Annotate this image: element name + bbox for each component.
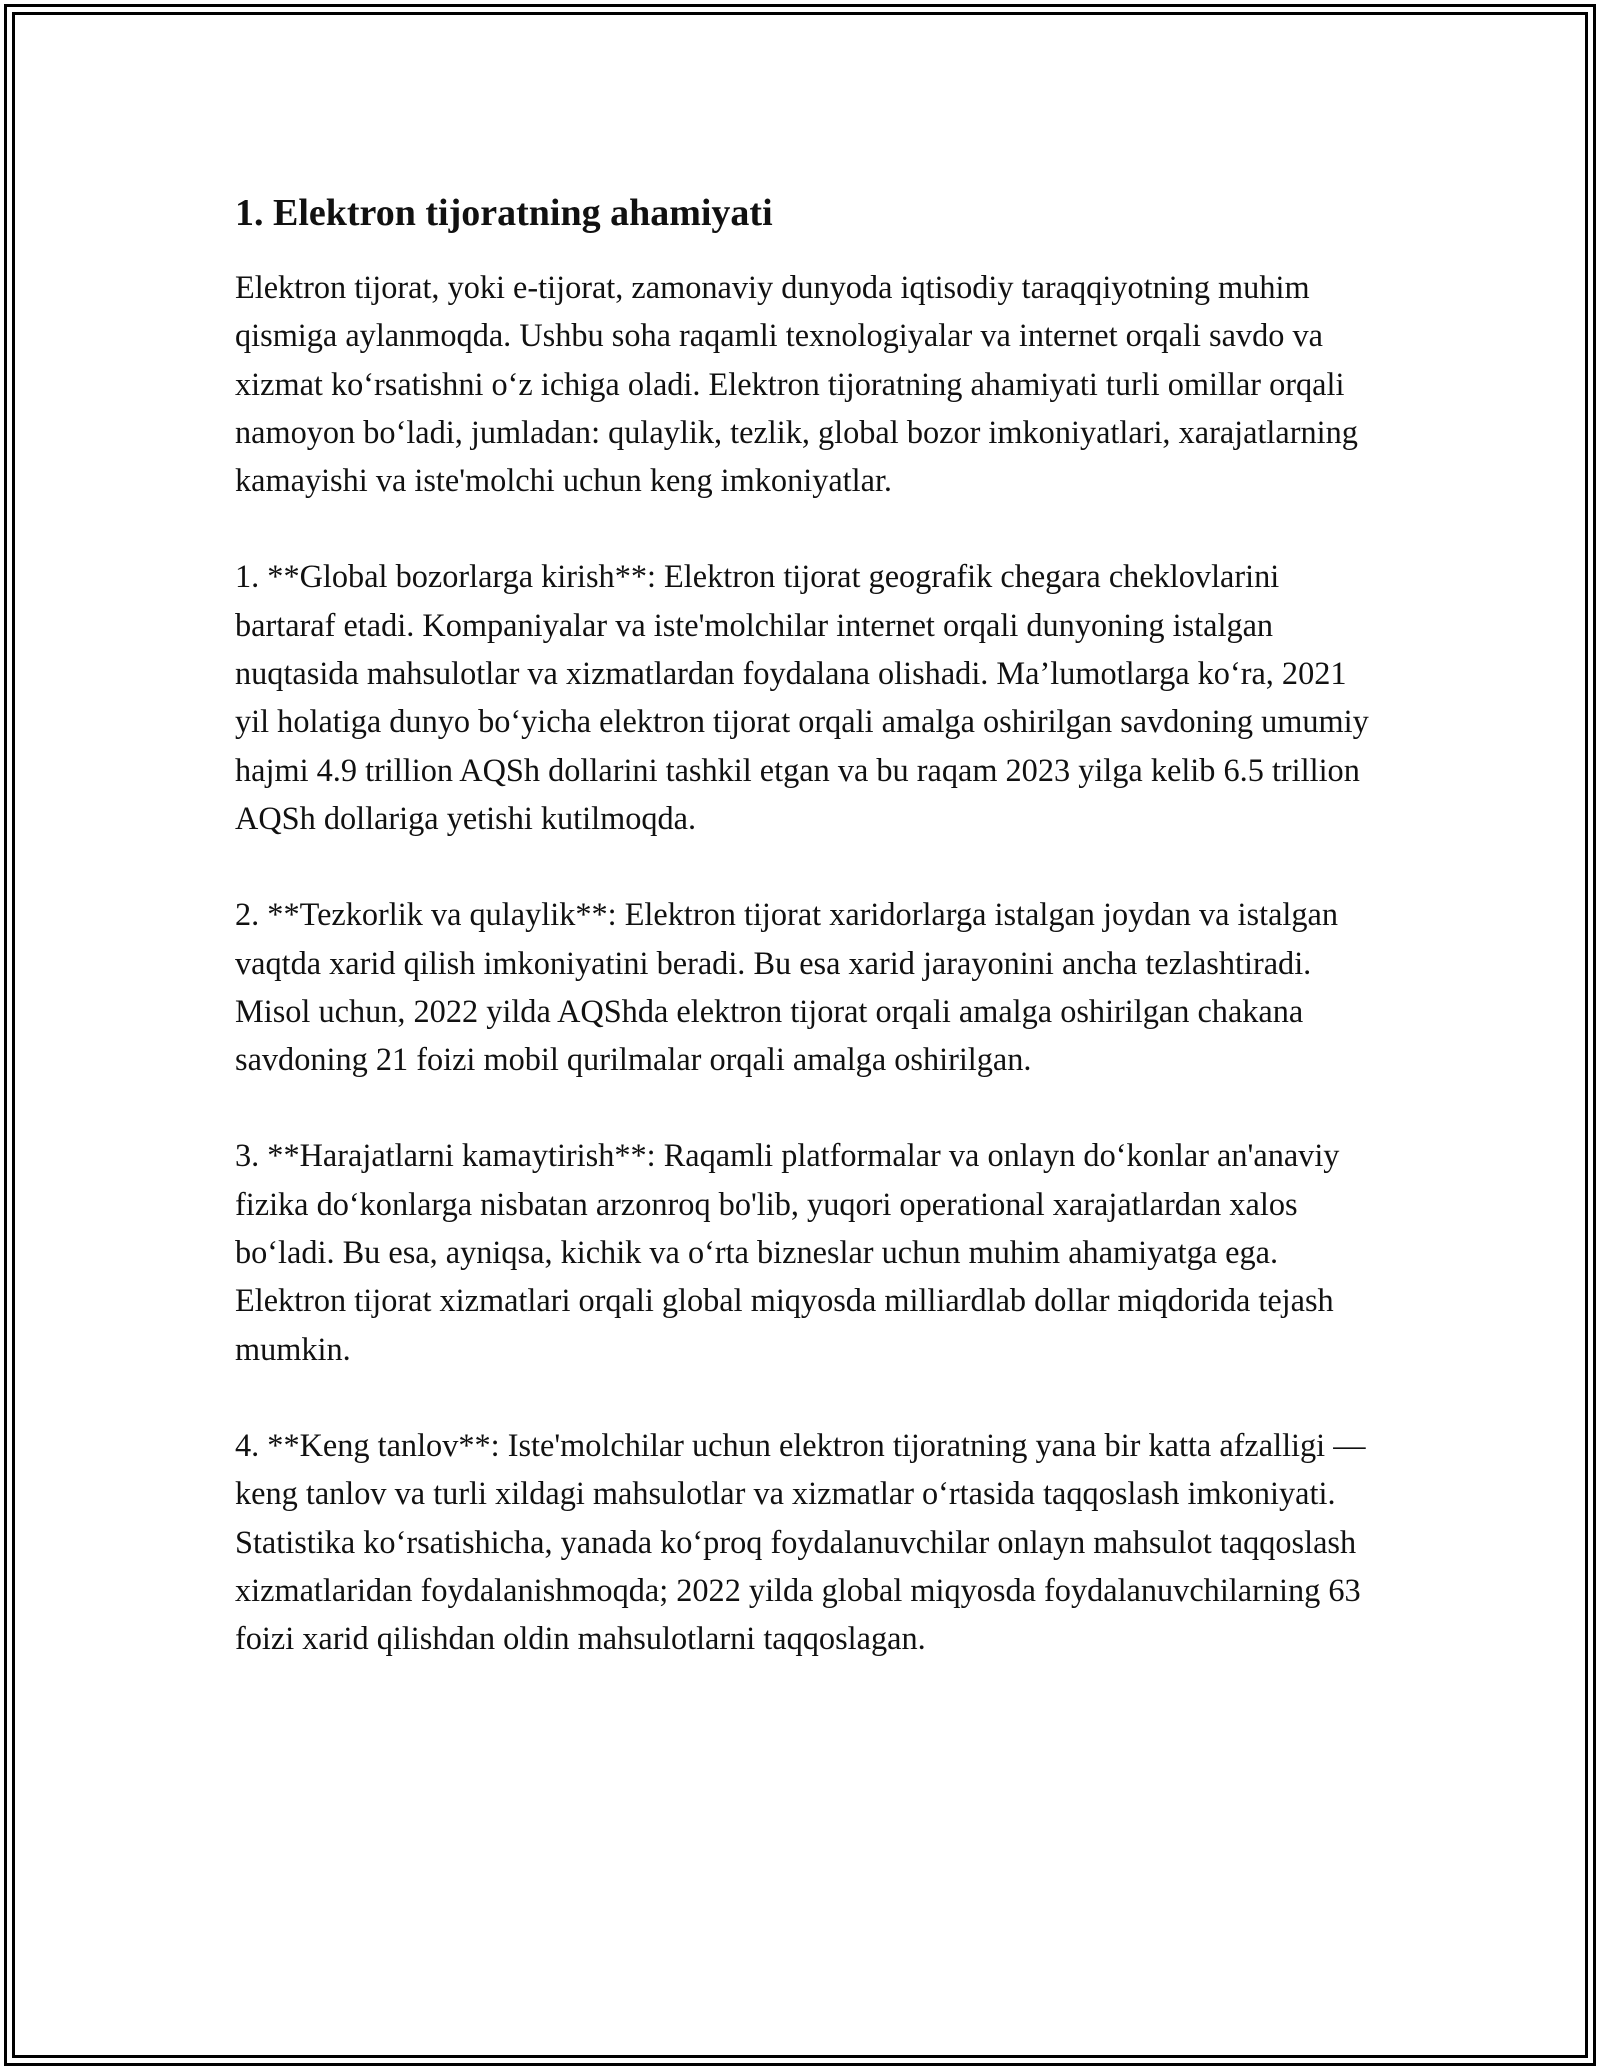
paragraph-global-markets: 1. **Global bozorlarga kirish**: Elektron tijorat geografik chegara cheklovlarini bartaraf etadi. Kompaniyalar va iste'molchilar internet orqali dunyoning istalgan nuqtasida mahsulotlar va xizmatlardan foydalana olishadi. Ma’lumotlarga ko‘ra, 2021 yil holatiga dunyo bo‘yicha elektron tijorat orqali amalga oshirilgan savdoning umumiy hajmi 4.9 trillion AQSh dollarini tashkil etgan va bu raqam 2023 yilga kelib 6.5 trillion AQSh dollariga yetishi kutilmoqda.: [235, 558, 1369, 836]
paragraph-speed-convenience: 2. **Tezkorlik va qulaylik**: Elektron tijorat xaridorlarga istalgan joydan va istalgan vaqtda xarid qilish imkoniyatini beradi. Bu esa xarid jarayonini ancha tezlashtiradi. Misol uchun, 2022 yilda AQShda elektron tijorat orqali amalga oshirilgan chakana savdoning 21 foizi mobil qurilmalar orqali amalga oshirilgan.: [235, 896, 1339, 1078]
paragraph-wide-choice: 4. **Keng tanlov**: Iste'molchilar uchun elektron tijoratning yana bir katta afzalligi — keng tanlov va turli xildagi mahsulotlar va xizmatlar o‘rtasida taqqoslash imkoniyati. Statistika ko‘rsatishicha, yanada ko‘proq foydalanuvchilar onlayn mahsulot taqqoslash xizmatlaridan foydalanishmoqda; 2022 yilda global miqyosda foydalanuvchilarning 63 foizi xarid qilishdan oldin mahsulotlarni taqqoslagan.: [235, 1426, 1366, 1657]
section-heading: 1. Elektron tijoratning ahamiyati: [235, 192, 773, 234]
paragraph-cost-reduction: 3. **Harajatlarni kamaytirish**: Raqamli platformalar va onlayn do‘konlar an'anaviy fizika do‘konlarga nisbatan arzonroq bo'lib, yuqori operational xarajatlardan xalos bo‘ladi. Bu esa, ayniqsa, kichik va o‘rta bizneslar uchun muhim ahamiyatga ega. Elektron tijorat xizmatlari orqali global miqyosda milliardlab dollar miqdorida tejash mumkin.: [235, 1137, 1340, 1367]
document-body: [235, 185, 1375, 1662]
intro-paragraph: Elektron tijorat, yoki e-tijorat, zamonaviy dunyoda iqtisodiy taraqqiyotning muhim qismiga aylanmoqda. Ushbu soha raqamli texnologiyalar va internet orqali savdo va xizmat ko‘rsatishni o‘z ichiga oladi. Elektron tijoratning ahamiyati turli omillar orqali namoyon bo‘ladi, jumladan: qulaylik, tezlik, global bozor imkoniyatlari, xarajatlarning kamayishi va iste'molchi uchun keng imkoniyatlar.: [235, 269, 1358, 499]
